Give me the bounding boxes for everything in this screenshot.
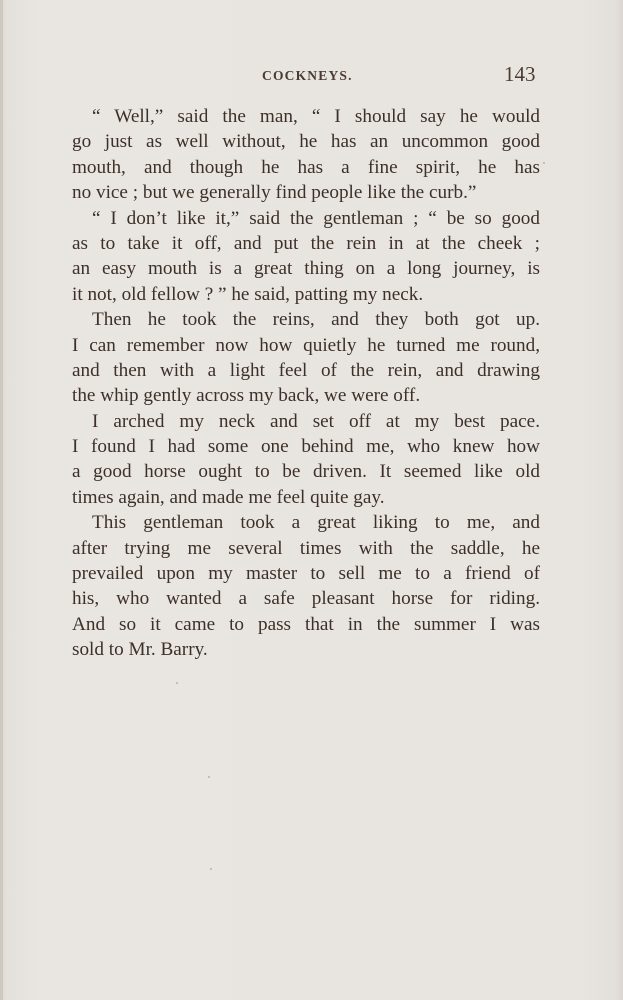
- text-line: no vice ; but we generally find people like the curb.”: [72, 182, 477, 204]
- page-header: [0, 62, 623, 92]
- text-line: I found I had some one behind me, who knew how: [72, 436, 540, 458]
- text-line: and then with a light feel of the rein, and drawing: [72, 359, 540, 381]
- text-line: go just as well without, he has an uncommon good: [72, 131, 540, 153]
- text-line: And so it came to pass that in the summer I was: [72, 613, 540, 635]
- text-line: after trying me several times with the saddle, he: [72, 537, 540, 559]
- paper-speck: [208, 776, 210, 778]
- text-line: it not, old fellow ? ” he said, patting my neck.: [72, 283, 424, 305]
- page-edge: [0, 0, 3, 1000]
- text-line: I arched my neck and set off at my best pace.: [92, 410, 540, 432]
- body-text: [72, 104, 540, 663]
- page-number: 143: [504, 62, 536, 86]
- text-line: his, who wanted a safe pleasant horse for riding.: [72, 588, 540, 610]
- text-line: sold to Mr. Barry.: [72, 639, 208, 661]
- text-line: This gentleman took a great liking to me, and: [92, 512, 540, 534]
- text-line: “ I don’t like it,” said the gentleman ; “ be so good: [92, 207, 540, 229]
- running-head: COCKNEYS.: [262, 68, 353, 83]
- text-line: “ Well,” said the man, “ I should say he would: [92, 106, 540, 127]
- text-line: prevailed upon my master to sell me to a friend of: [72, 563, 540, 585]
- paper-speck: [210, 868, 212, 870]
- paper-speck: [543, 162, 545, 164]
- text-line: times again, and made me feel quite gay.: [72, 486, 385, 508]
- text-line: mouth, and though he has a fine spirit, he has: [72, 156, 540, 178]
- text-line: Then he took the reins, and they both got up.: [92, 309, 540, 331]
- text-line: the whip gently across my back, we were off.: [72, 385, 421, 407]
- text-line: as to take it off, and put the rein in at the cheek ;: [72, 232, 540, 254]
- text-line: a good horse ought to be driven. It seemed like old: [72, 461, 540, 483]
- paper-speck: [176, 682, 178, 684]
- text-line: I can remember now how quietly he turned me round,: [72, 334, 540, 356]
- text-line: an easy mouth is a great thing on a long journey, is: [72, 258, 540, 280]
